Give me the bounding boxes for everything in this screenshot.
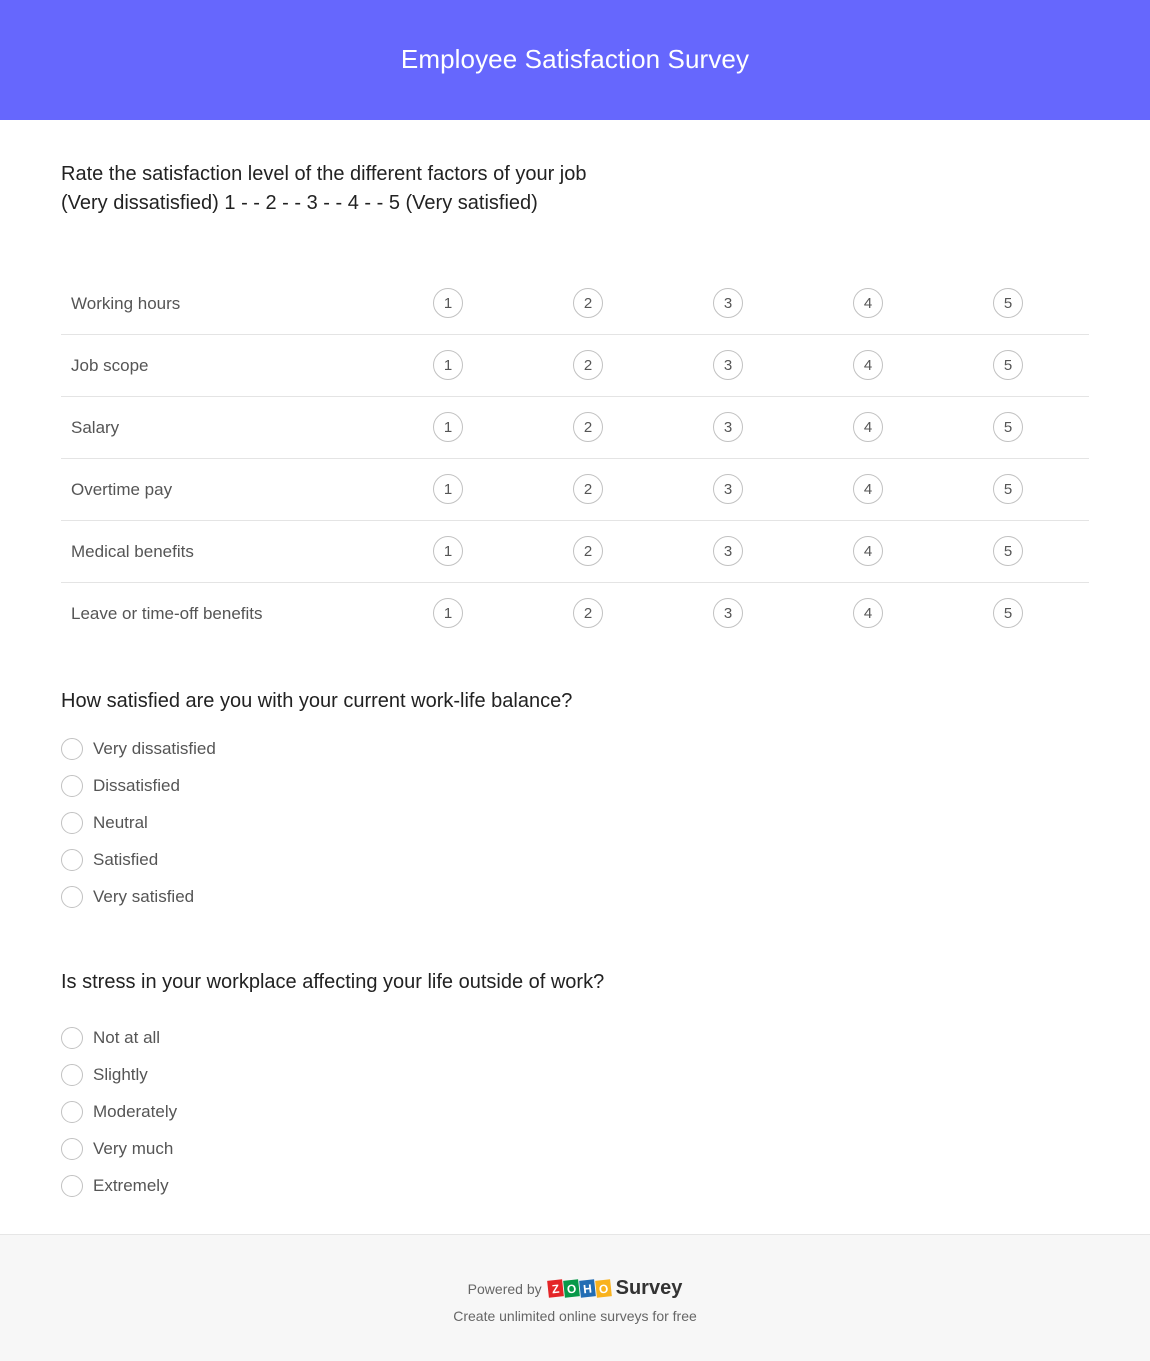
rating-option-5[interactable]: 5 — [993, 412, 1023, 442]
radio-button[interactable] — [61, 812, 83, 834]
radio-option[interactable] — [61, 804, 216, 841]
radio-option-label[interactable]: Extremely — [93, 1175, 169, 1195]
radio-option[interactable] — [61, 767, 216, 804]
radio-button[interactable] — [61, 849, 83, 871]
rating-option-5[interactable]: 5 — [993, 598, 1023, 628]
survey-header — [0, 0, 1150, 120]
radio-button[interactable] — [61, 1101, 83, 1123]
radio-option-label[interactable]: Very much — [93, 1138, 174, 1158]
rating-option-4[interactable]: 4 — [853, 536, 883, 566]
footer-tagline[interactable]: Create unlimited online surveys for free — [453, 1308, 697, 1324]
rating-option-1[interactable]: 1 — [433, 536, 463, 566]
question-2-title: How satisfied are you with your current work-life balance? — [61, 690, 573, 712]
rating-option-1[interactable]: 1 — [433, 288, 463, 318]
radio-option[interactable] — [61, 730, 216, 767]
question-3-title: Is stress in your workplace affecting your life outside of work? — [61, 971, 605, 993]
radio-button[interactable] — [61, 1175, 83, 1197]
radio-button[interactable] — [61, 1064, 83, 1086]
rating-option-2[interactable]: 2 — [573, 350, 603, 380]
question-1-title — [61, 160, 1089, 218]
question-1-scale-hint: (Very dissatisfied) 1 - - 2 - - 3 - - 4 - - 5 (Very satisfied) — [61, 192, 538, 214]
question-1-text: Rate the satisfaction level of the different factors of your job — [61, 163, 587, 185]
radio-option[interactable] — [61, 841, 216, 878]
rating-option-2[interactable]: 2 — [573, 288, 603, 318]
radio-option-label[interactable]: Satisfied — [93, 849, 159, 869]
matrix-row — [61, 273, 1089, 335]
powered-by — [0, 1277, 1150, 1300]
matrix-row-label: Salary — [71, 417, 120, 437]
rating-option-3[interactable]: 3 — [713, 536, 743, 566]
survey-title: Employee Satisfaction Survey — [400, 43, 750, 74]
radio-option[interactable] — [61, 1019, 177, 1056]
zoho-logo-letter: O — [563, 1279, 580, 1297]
radio-option-label[interactable]: Very dissatisfied — [93, 738, 216, 758]
radio-button[interactable] — [61, 775, 83, 797]
question-3-options — [61, 1019, 177, 1204]
radio-button[interactable] — [61, 1138, 83, 1160]
radio-option[interactable] — [61, 878, 216, 915]
rating-option-2[interactable]: 2 — [573, 412, 603, 442]
zoho-logo[interactable] — [548, 1280, 612, 1297]
rating-option-1[interactable]: 1 — [433, 350, 463, 380]
rating-option-5[interactable]: 5 — [993, 350, 1023, 380]
rating-option-4[interactable]: 4 — [853, 350, 883, 380]
rating-option-1[interactable]: 1 — [433, 412, 463, 442]
matrix-row-label: Overtime pay — [71, 479, 173, 499]
question-2-options — [61, 730, 216, 915]
rating-option-4[interactable]: 4 — [853, 598, 883, 628]
zoho-logo-letter: Z — [547, 1279, 564, 1297]
radio-option-label[interactable]: Neutral — [93, 812, 148, 832]
matrix-row-label: Job scope — [71, 355, 149, 375]
radio-option-label[interactable]: Slightly — [93, 1064, 148, 1084]
matrix-row-label: Leave or time-off benefits — [71, 603, 263, 623]
powered-by-label: Powered by — [467, 1280, 542, 1297]
rating-option-5[interactable]: 5 — [993, 288, 1023, 318]
rating-option-1[interactable]: 1 — [433, 474, 463, 504]
radio-button[interactable] — [61, 886, 83, 908]
radio-option[interactable] — [61, 1167, 177, 1204]
radio-option-label[interactable]: Dissatisfied — [93, 775, 180, 795]
radio-button[interactable] — [61, 1027, 83, 1049]
survey-content — [0, 160, 1150, 644]
rating-option-5[interactable]: 5 — [993, 536, 1023, 566]
rating-option-4[interactable]: 4 — [853, 474, 883, 504]
matrix-row — [61, 583, 1089, 644]
rating-option-5[interactable]: 5 — [993, 474, 1023, 504]
matrix-row — [61, 521, 1089, 583]
matrix-row — [61, 335, 1089, 397]
radio-button[interactable] — [61, 738, 83, 760]
survey-product-name[interactable]: Survey — [615, 1277, 683, 1299]
rating-option-2[interactable]: 2 — [573, 536, 603, 566]
rating-option-2[interactable]: 2 — [573, 474, 603, 504]
radio-option-label[interactable]: Moderately — [93, 1101, 178, 1121]
rating-option-3[interactable]: 3 — [713, 288, 743, 318]
rating-option-1[interactable]: 1 — [433, 598, 463, 628]
matrix-row-label: Working hours — [71, 293, 181, 313]
radio-option[interactable] — [61, 1130, 177, 1167]
rating-option-3[interactable]: 3 — [713, 598, 743, 628]
radio-option[interactable] — [61, 1093, 177, 1130]
rating-option-4[interactable]: 4 — [853, 288, 883, 318]
footer — [0, 1234, 1150, 1361]
matrix-row-label: Medical benefits — [71, 541, 194, 561]
zoho-logo-letter: O — [595, 1279, 612, 1297]
rating-option-3[interactable]: 3 — [713, 474, 743, 504]
radio-option[interactable] — [61, 1056, 177, 1093]
matrix-row — [61, 397, 1089, 459]
radio-option-label[interactable]: Very satisfied — [93, 886, 195, 906]
matrix-row — [61, 459, 1089, 521]
rating-option-4[interactable]: 4 — [853, 412, 883, 442]
rating-matrix — [61, 273, 1089, 644]
radio-option-label[interactable]: Not at all — [93, 1027, 161, 1047]
rating-option-3[interactable]: 3 — [713, 412, 743, 442]
rating-option-2[interactable]: 2 — [573, 598, 603, 628]
zoho-logo-letter: H — [579, 1279, 596, 1297]
rating-option-3[interactable]: 3 — [713, 350, 743, 380]
